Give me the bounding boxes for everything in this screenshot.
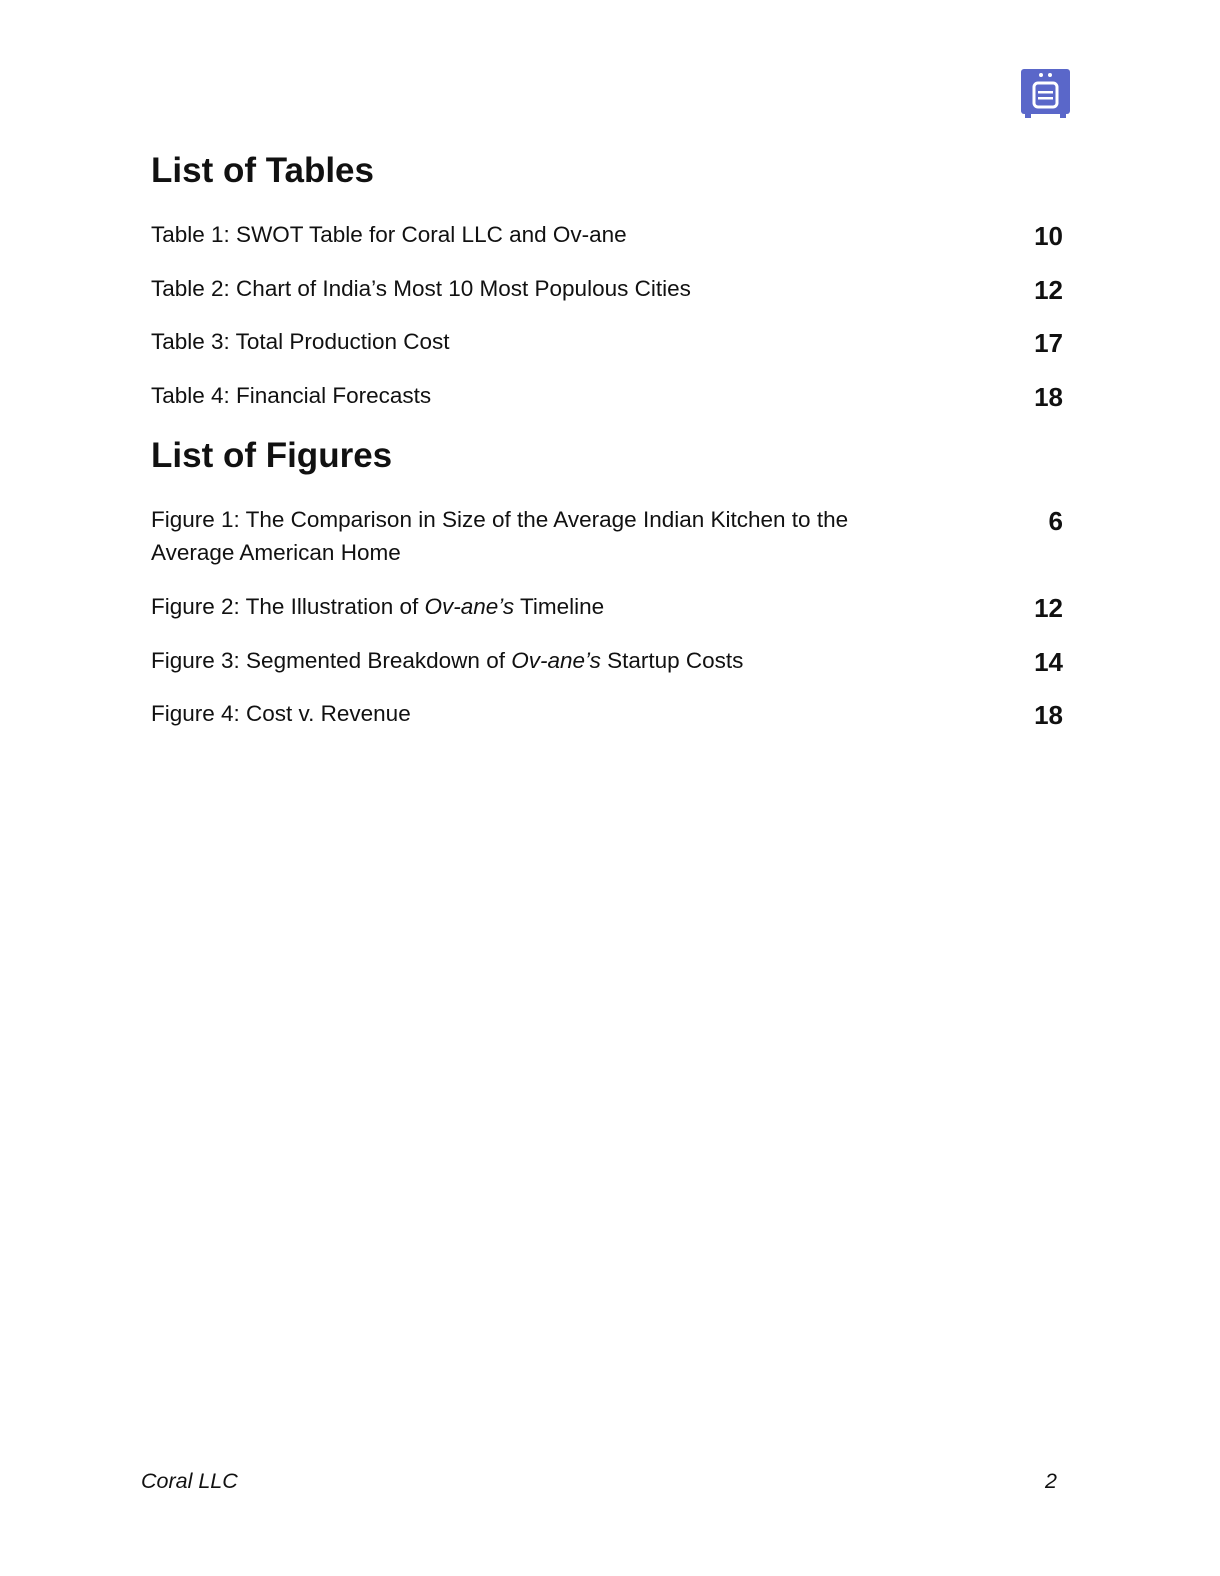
- figure-entry-title-suffix: Startup Costs: [600, 648, 744, 673]
- table-entry-page: 12: [1034, 275, 1063, 305]
- figure-entry-title: Figure 4: Cost v. Revenue: [151, 701, 411, 726]
- table-entry[interactable]: [151, 325, 1063, 360]
- list-of-tables-heading: List of Tables: [151, 151, 374, 190]
- table-entry-page: 18: [1034, 382, 1063, 412]
- figure-entry-title: [151, 644, 911, 677]
- table-entry[interactable]: [151, 379, 1063, 414]
- footer-company-name: Coral LLC: [141, 1469, 238, 1493]
- figure-entry-title-italic: Ov-ane’s: [511, 648, 601, 673]
- table-entry-title: Table 1: SWOT Table for Coral LLC and Ov-ane: [151, 222, 627, 247]
- figure-entry-page: 14: [1034, 647, 1063, 677]
- company-logo: [1021, 69, 1070, 118]
- figure-entry[interactable]: [151, 590, 1063, 625]
- table-entry-title: Table 3: Total Production Cost: [151, 329, 450, 354]
- figure-entry-page: 12: [1034, 593, 1063, 623]
- figure-entry-title: [151, 590, 911, 623]
- figure-entry[interactable]: [151, 503, 1063, 569]
- figure-entry-page: 18: [1034, 700, 1063, 730]
- figure-entry-page: 6: [1048, 506, 1063, 536]
- figure-entry[interactable]: [151, 644, 1063, 679]
- figure-entry-title-prefix: Figure 2: The Illustration of: [151, 594, 425, 619]
- footer-page-number: 2: [1045, 1469, 1057, 1493]
- table-entry-page: 10: [1034, 221, 1063, 251]
- figure-entry-title: Figure 1: The Comparison in Size of the Average Indian Kitchen to the Average American Home: [151, 507, 849, 565]
- table-entry[interactable]: [151, 272, 1063, 307]
- table-entry-title: Table 4: Financial Forecasts: [151, 383, 432, 408]
- figure-entry-title-italic: Ov-ane’s: [424, 594, 515, 619]
- table-entry[interactable]: [151, 218, 1063, 253]
- oven-icon: [1021, 69, 1070, 118]
- table-entry-page: 17: [1034, 328, 1063, 358]
- figure-entry-title-prefix: Figure 3: Segmented Breakdown of: [151, 648, 512, 673]
- table-entry-title: Table 2: Chart of India’s Most 10 Most Populous Cities: [151, 276, 691, 301]
- list-of-figures-heading: List of Figures: [151, 436, 393, 475]
- figure-entry-title-suffix: Timeline: [514, 594, 605, 619]
- figure-entry[interactable]: [151, 697, 1063, 732]
